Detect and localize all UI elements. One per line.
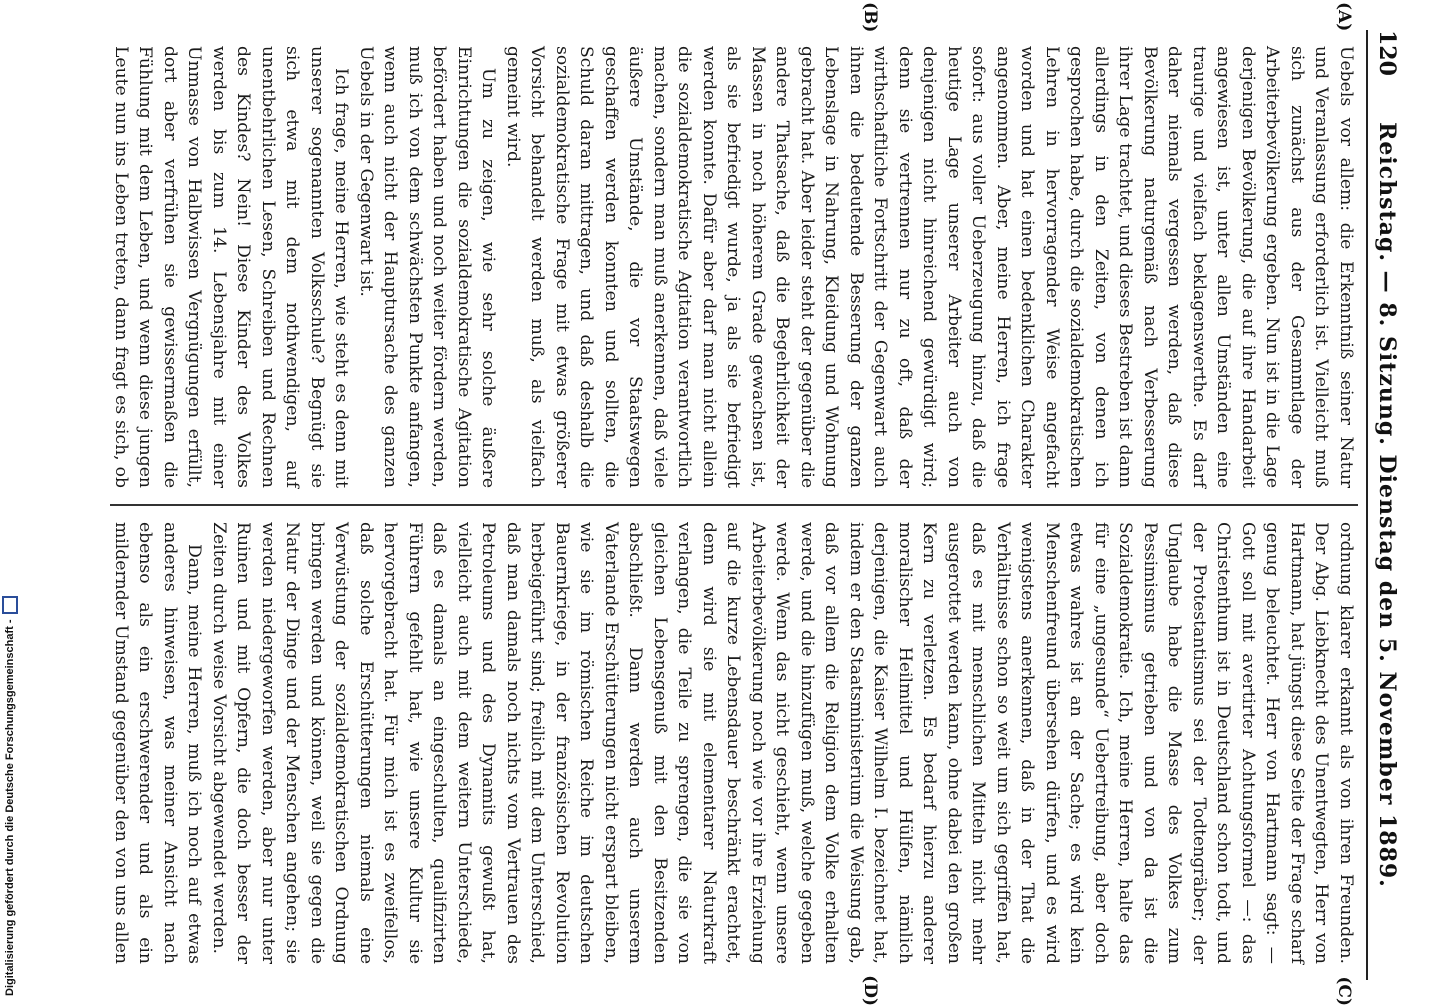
paragraph: Uebels vor allem: die Erkenntniß seiner Natur und Veranlassung erforderlich ist. Vielleicht muß sich zunächst aus der Gesammtlage der Arbeiterbevölkerung ergeben. Nun ist in die Lage derjenigen Bevölkerung, die auf ihre Handarbeit angewiesen ist, unter allen Umständen eine traurige und vielfach beklagenswerthe. Es darf daher niemals vergessen werden, daß diese Bevölkerung naturgemäß nach Verbesserung ihrer Lage trachtet, und dieses Bestreben ist dann allerdings in den Zeiten, von denen ich gesprochen habe, durch die sozialdemokratischen Lehren in hervorragender Weise angefacht worden und hat einen bedenklichen Charakter angenommen. Aber, meine Herren, ich frage sofort: aus voller Ueberzeugung hinzu, daß die heutige Lage unserer Arbeiter auch von denjenigen nicht hinreichend gewürdigt wird; denn sie vertrennen nur zu oft, daß der wirthschaftliche Fortschritt der Gegenwart auch ihnen die bedeutende Besserung der ganzen Lebenslage in Nahrung, Kleidung und Wohnung gebracht hat. Aber leider steht der gegenüber die andere Thatsache, daß die Begehrlichkeit der Massen in noch höherem Grade gewachsen ist, als sie befriedigt wurde, ja als sie befriedigt werden konnte. Dafür aber darf man nicht allein die sozialdemokratische Agitation verantwortlich machen, sondern man muß anerkennen, daß viele äußere Umstände, die vor Staatswegen geschaffen werden konnten und sollten, die Schuld daran mittragen, und daß deshalb die sozialdemokratische Frage mit etwas größerer Vorsicht behandelt werden muß, als vielfach gemeint wird. — [503, 46, 1356, 488]
footer-credit-text: Digitalisierung gefördert durch die Deutsche Forschungsgemeinschaft - — [4, 619, 16, 996]
paragraph: ordnung klarer erkannt als von ihren Freunden. Der Abg. Liebknecht des Unentwegten, Herr von Hartmann, hat jüngst diese Seite der Frage scharf genug beleuchtet. Herr von Hartmann sagt: — Gott soll mit avertirter Achtungsformel —: das Christenthum ist in Deutschland schon todt, und der Protestantismus sei der Todtengräber; der Unglaube habe die Masse des Volkes zum Pessimismus getrieben und von da ist die Sozialdemokratie. Ich, meine Herren, halte das für eine „ungesunde“ Uebertreibung, aber doch etwas wahres ist an der Sache; es wird kein Menschenfreund übersehen dürfen, und es wird wenigstens anerkennen, daß in der That die Verhältnisse schon so weit um sich gegriffen hat, daß es mit menschlichen Mitteln nicht mehr ausgerottet werden kann, ohne dabei den großen Kern zu verletzen. Es bedarf hierzu anderer moralischer Heilmittel und Hülfen, nämlich derjenigen, die Kaiser Wilhelm I. bezeichnet hat, indem er den Staatsministerium die Weisung gab, daß vor allem die Religion dem Volke erhalten werde, und die hinzufügen muß, welche gegeben werde. Wenn das nicht geschieht, wenn unsere Arbeiterbevölkerung noch wie vor ihre Erziehung auf die kurze Lebensdauer beschränkt erachtet, denn wird sie mit elementarer Naturkraft verlangen, die Teile zu sprengen, die sie von gleichen Lebensgenuß mit den Besitzenden abschließt. Dann werden auch unserem Vaterlande Erschütterungen nicht erspart bleiben, wie sie im römischen Reiche im deutschen Bauernkriege, in der französischen Revolution herbeigeführt sind; freilich mit dem Unterschied, daß man damals noch nichts vom Vertrauen des Petroleums und des Dynamits gewußt hat, vielleicht auch mit dem weitern Unterschiede, daß es damals an eingeschulten, qualifizirten Führern gefehlt hat, wie unsere Kultur sie hervorgebracht hat. Für mich ist es zweifellos, daß solche Erschütterungen niemals eine Verwüstung der sozialdemokratischen Ordnung bringen werden und können, weil sie gegen die Natur der Dinge und der Menschen angehen; sie werden niedergeworfen werden, aber nur unter Ruinen und mit Opfern, die doch besser der Zeiten durch weise Vorsicht abgewendet werden. — [209, 522, 1356, 964]
footer-strip — [0, 0, 20, 1000]
paragraph: Dann, meine Herren, muß ich noch auf etwas anderes hinweisen, was meiner Ansicht nach ebenso als ein erschwerender und als ein mildernder Umstand gegenüber den von uns allen — [111, 522, 205, 964]
margin-mark-a: (A) — [1334, 2, 1354, 32]
left-column — [110, 30, 1358, 504]
margin-mark-c: (C) — [1334, 976, 1354, 1006]
text-columns — [110, 30, 1358, 980]
margin-mark-b: (B) — [860, 2, 880, 33]
dfg-logo-icon — [2, 596, 18, 614]
page-header — [1366, 30, 1412, 980]
footer-credit — [0, 0, 20, 1000]
page-title: Reichstag. — 8. Sitzung. Dienstag den 5. November 1889. — [1374, 122, 1400, 888]
paragraph: Ich frage, meine Herren, wie steht es denn mit unserer sogenannten Volksschule? Begnügt sie sich etwa mit dem nothwendigen, auf unentbehrlichen Lesen, Schreiben und Rechnen des Kindes? Nein! Diese Kinder des Volkes werden bis zum 14. Lebensjahre mit einer Unmasse von Halbwissen Vergnügungen erfüllt, dort aber verfrühen sie gewissermaßen die Fühlung mit dem Leben, und wenn diese jungen Leute nun ins Leben treten, dann fragt es sich, ob — [111, 46, 352, 488]
paragraph: Um zu zeigen, wie sehr solche äußere Einrichtungen die sozialdemokratische Agitation befördert haben und noch weiter fördern werden, muß ich von dem schwächsten Punkte anfangen, wenn auch nicht der Hauptursache des ganzen Uebels in der Gegenwart ist. — [356, 46, 499, 488]
right-column — [110, 506, 1358, 980]
document-page — [100, 0, 1420, 1006]
margin-mark-d: (D) — [860, 975, 880, 1006]
page-number: 120 — [1374, 30, 1400, 76]
